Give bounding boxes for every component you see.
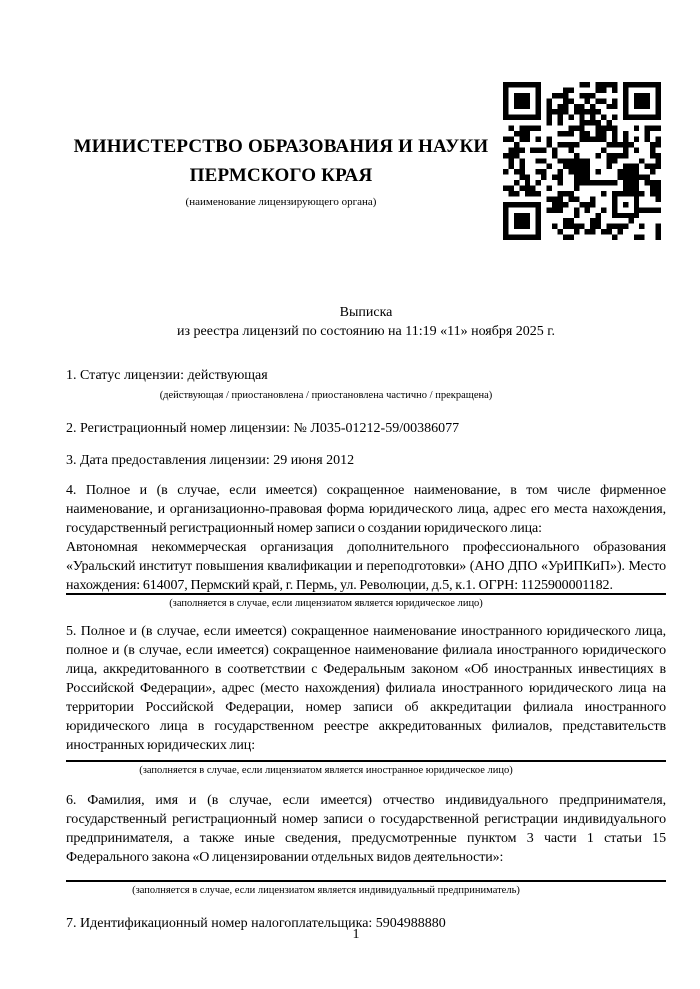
qr-code-icon [503,82,661,240]
ministry-name-line2: ПЕРМСКОГО КРАЯ [189,165,373,186]
legal-entity-caption: (заполняется в случае, если лицензиатом является юридическое лицо) [169,598,483,609]
title-line2: из реестра лицензий по состоянию на 11:19 «11» ноября 2025 г. [177,324,555,339]
field-license-status: 1. Статус лицензии: действующая [66,368,268,383]
document-body [66,366,666,933]
field-taxpayer-number: 7. Идентификационный номер налогоплательщика: 5904988880 [66,916,446,931]
field-legal-entity-label: 4. Полное и (в случае, если имеется) сокращенное наименование, в том числе фирменное наименование, и организационно-правовая форма юридического лица, адрес его места нахождения, государственный регистрационный номер записи о создании юридического лица: [66,483,666,536]
foreign-entity-caption: (заполняется в случае, если лицензиатом является иностранное юридическое лицо) [139,765,513,776]
fill-in-line-entrepreneur [66,880,666,882]
field-foreign-entity-label: 5. Полное и (в случае, если имеется) сокращенное наименование иностранного юридического лица, полное и (в случае, если имеется) сокращенное наименование филиала иностранного юридического лица, аккредитованного в соответствии с Федеральным законом «Об иностранных инвестициях в Российской Федерации», адрес (место нахождения) филиала иностранного юридического лица на территории Российской Федерации, номер записи об аккредитации филиала иностранного юридического лица в государственном реестре аккредитованных филиалов, представительств иностранных юридических лиц: [66,624,666,753]
title-line1: Выписка [339,305,393,320]
field-legal-entity-value: Автономная некоммерческая организация дополнительного профессионального образования «Уральский институт повышения квалификации и переподготовки» (АНО ДПО «УрИПКиП»). Место нахождения: 614007, Пермский край, г. Пермь, ул. Революции, д.5, к.1. ОГРН: 1125900001182. [66,540,666,593]
license-status-caption: (действующая / приостановлена / приостановлена частично / прекращена) [159,390,493,401]
fill-in-line-foreign-entity [66,760,666,762]
document-title [66,303,666,341]
entrepreneur-caption: (заполняется в случае, если лицензиатом является индивидуальный предприниматель) [132,885,520,896]
field-entrepreneur-label: 6. Фамилия, имя и (в случае, если имеется) отчество индивидуального предпринимателя, государственный регистрационный номер записи о государственной регистрации индивидуального предпринимателя, а также иные сведения, предусмотренные пунктом 3 части 1 статьи 15 Федерального закона «О лицензировании отдельных видов деятельности»: [66,793,666,865]
licensing-authority-header [0,132,562,209]
field-registration-number: 2. Регистрационный номер лицензии: № Л035-01212-59/00386077 [66,421,460,436]
ministry-name-line1: МИНИСТЕРСТВО ОБРАЗОВАНИЯ И НАУКИ [73,136,489,157]
field-license-date: 3. Дата предоставления лицензии: 29 июня 2012 [66,453,355,468]
page-number: 1 [352,927,360,942]
authority-caption: (наименование лицензирующего органа) [185,196,377,208]
